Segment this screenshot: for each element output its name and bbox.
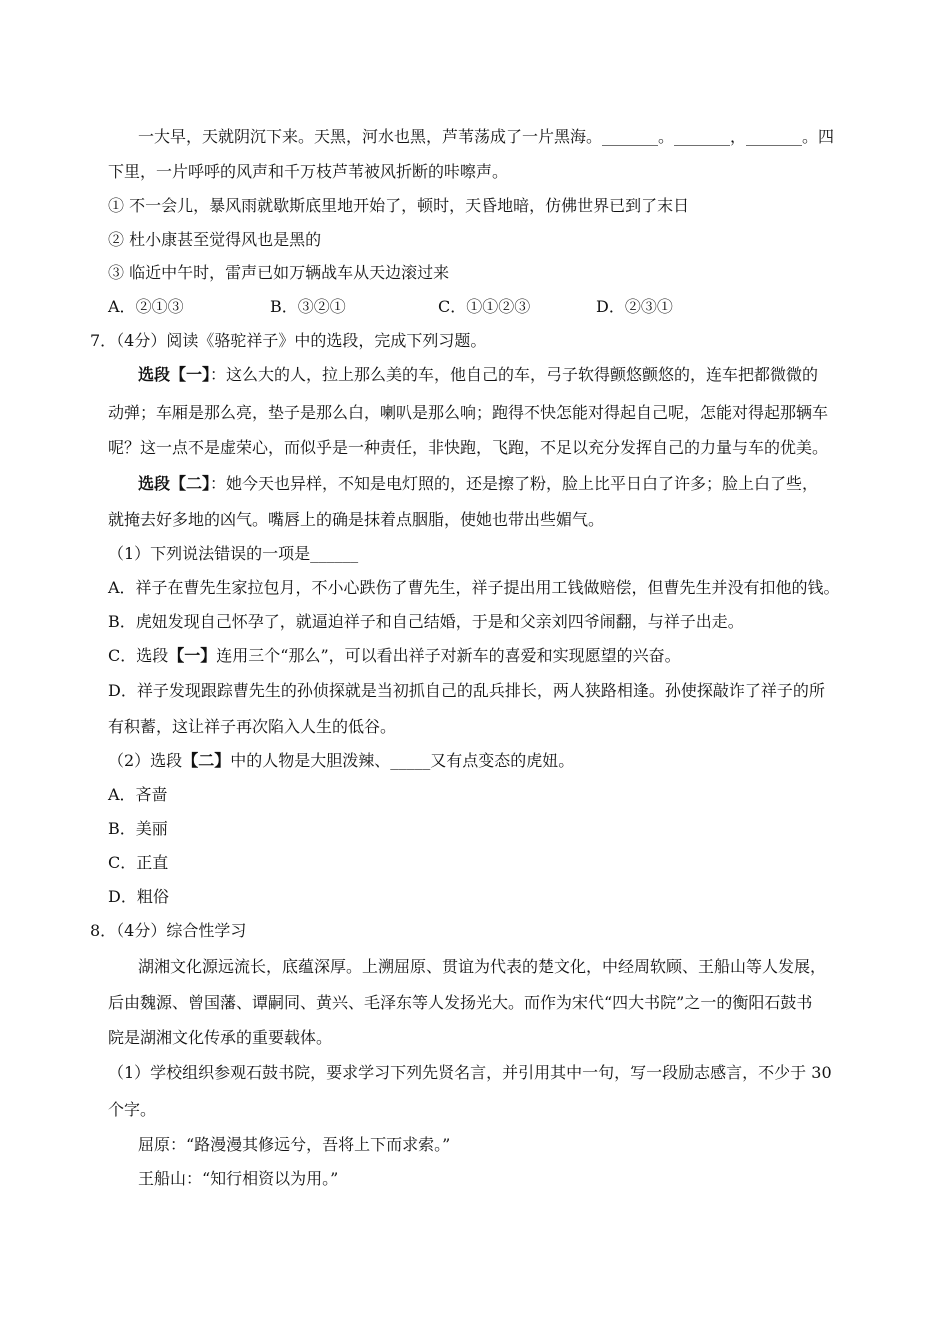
selection-1-text: ：这么大的人，拉上那么美的车，他自己的车，弓子软得颤悠颤悠的，连车把都微微的 [210,365,819,384]
q6-option-b[interactable] [270,296,346,318]
option-text: ③②① [297,297,346,316]
selection-2-text: ：她今天也异样，不知是电灯照的，还是擦了粉，脸上比平日白了许多；脸上白了些， [210,474,819,493]
q8-paragraph-line-1: 湖湘文化源远流长，底蕴深厚。上溯屈原、贯谊为代表的楚文化，中经周软顾、王船山等人发展， [138,957,827,976]
q6-passage-line-2: 下里，一片呼呼的风声和千万枝芦苇被风折断的咔嚓声。 [108,162,509,181]
q6-item-2: ② 杜小康甚至觉得风也是黑的 [108,230,322,249]
q7-selection-2-line-1 [138,473,818,495]
q7-sub1-option-b[interactable]: B．虎妞发现自己怀孕了，就逼迫祥子和自己结婚，于是和父亲刘四爷闹翻，与祥子出走。 [108,612,744,631]
option-c-label: 【一】 [168,646,217,665]
q8-paragraph-line-2: 后由魏源、曾国藩、谭嗣同、黄兴、毛泽东等人发扬光大。而作为宋代“四大书院”之一的衡阳石鼓书 [108,993,813,1012]
q6-option-d[interactable] [596,296,673,318]
option-letter: D． [596,297,625,316]
q7-sub1-option-d-line-2: 有积蓄，这让祥子再次陷入人生的低谷。 [108,717,397,736]
q7-sub1-option-d-line-1[interactable]: D．祥子发现跟踪曹先生的孙侦探就是当初抓自己的乱兵排长，两人狭路相逢。孙使探敲诈了祥子的所 [108,681,825,700]
sub2-label: 【二】 [182,751,231,770]
q8-sub1-line-2: 个字。 [108,1100,157,1119]
q7-selection-1-line-3: 呢？这一点不是虚荣心，而似乎是一种责任，非快跑，飞跑，不足以充分发挥自己的力量与车的优美。 [108,438,829,457]
option-text: ②③① [624,297,673,316]
q6-item-3: ③ 临近中午时，雷声已如万辆战车从天边滚过来 [108,263,450,282]
option-text: ①①②③ [466,297,531,316]
q7-sub2-option-c[interactable]: C．正直 [108,853,169,872]
q7-selection-1-line-2: 动弹；车厢是那么亮，垫子是那么白，喇叭是那么响；跑得不快怎能对得起自己呢，怎能对得起那辆车 [108,403,829,422]
q7-sub2-option-b[interactable]: B．美丽 [108,819,168,838]
option-letter: A． [108,297,136,316]
selection-2-label: 选段【二】 [138,474,211,493]
option-text: ②①③ [135,297,184,316]
q7-selection-2-line-2: 就掩去好多地的凶气。嘴唇上的确是抹着点胭脂，使她也带出些媚气。 [108,510,605,529]
option-c-text: 连用三个“那么”，可以看出祥子对新车的喜爱和实现愿望的兴奋。 [216,646,681,665]
q6-item-1: ① 不一会儿，暴风雨就歇斯底里地开始了，顿时，天昏地暗，仿佛世界已到了末日 [108,196,690,215]
q7-sub1-stem: （1）下列说法错误的一项是______ [108,544,359,563]
q8-paragraph-line-3: 院是湖湘文化传承的重要载体。 [108,1028,333,1047]
q8-quote-wangchuanshan: 王船山：“知行相资以为用。” [138,1169,339,1188]
selection-1-label: 选段【一】 [138,365,211,384]
option-letter: C． [438,297,467,316]
q8-sub1-line-1: （1）学校组织参观石鼓书院，要求学习下列先贤名言，并引用其中一句，写一段励志感言，不少于 30 [108,1063,832,1082]
q7-sub2-option-a[interactable]: A．吝啬 [108,785,168,804]
q6-option-c[interactable] [438,296,530,318]
q7-sub1-option-a[interactable]: A．祥子在曹先生家拉包月，不小心跌伤了曹先生，祥子提出用工钱做赔偿，但曹先生并没有扣他的钱。 [108,578,840,597]
option-letter: B． [270,297,298,316]
q7-sub2-stem [108,750,574,772]
q6-option-a[interactable] [108,296,184,318]
option-c-prefix: C．选段 [108,646,169,665]
q8-header: 8．（4分）综合性学习 [90,921,247,940]
sub2-prefix: （2）选段 [108,751,183,770]
q8-quote-quyuan: 屈原：“路漫漫其修远兮，吾将上下而求索。” [138,1135,451,1154]
q6-passage-line-1: 一大早，天就阴沉下来。天黑，河水也黑，芦苇荡成了一片黑海。_______。_______，_______。四 [138,127,835,146]
sub2-text: 中的人物是大胆泼辣、_____又有点变态的虎妞。 [230,751,575,770]
q7-sub2-option-d[interactable]: D．粗俗 [108,887,169,906]
q7-selection-1-line-1 [138,364,818,386]
q7-sub1-option-c[interactable] [108,645,681,667]
q7-header: 7．（4分）阅读《骆驼祥子》中的选段，完成下列习题。 [90,331,487,350]
